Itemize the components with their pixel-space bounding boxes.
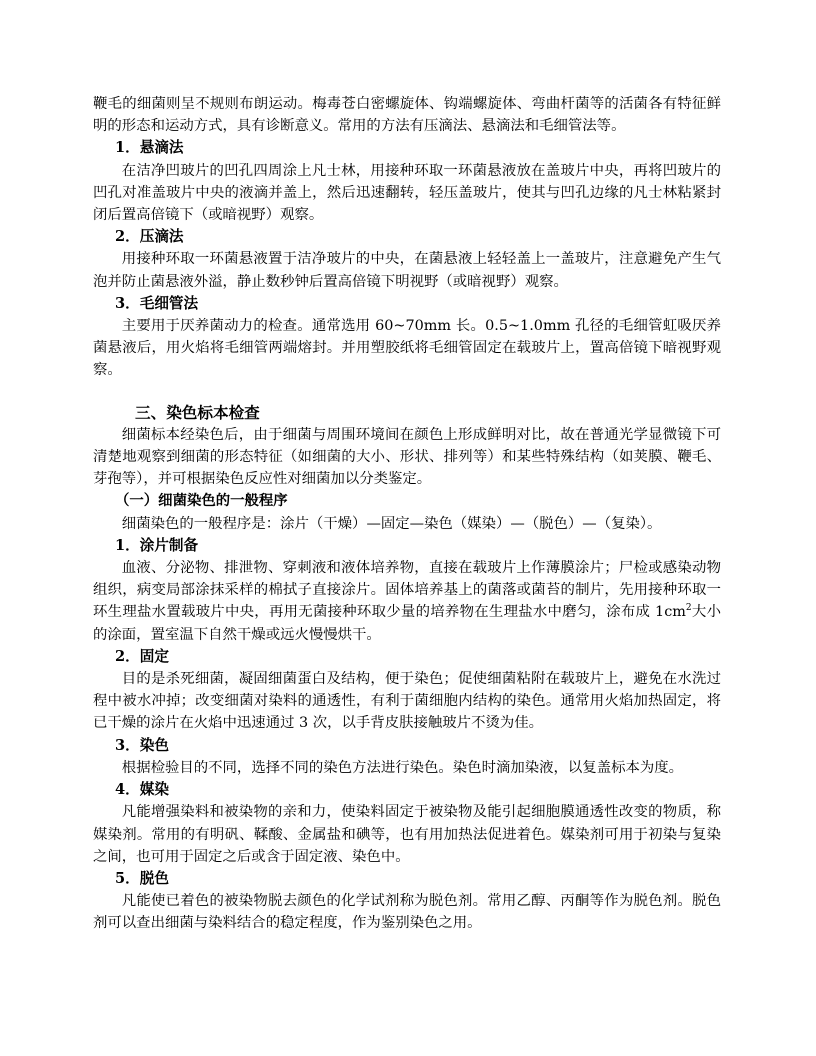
intro-paragraph: 鞭毛的细菌则呈不规则布朗运动。梅毒苍白密螺旋体、钩端螺旋体、弯曲杆菌等的活菌各有特征鲜明的形态和运动方式，具有诊断意义。常用的方法有压滴法、悬滴法和毛细管法等。 [93, 96, 721, 135]
paragraph-decolorization: 凡能使已着色的被染物脱去颜色的化学试剂称为脱色剂。常用乙醇、丙酮等作为脱色剂。脱色剂可以查出细菌与染料结合的稳定程度，作为鉴别染色之用。 [93, 893, 721, 932]
paragraph-press-drop: 用接种环取一环菌悬液置于洁净玻片的中央，在菌悬液上轻轻盖上一盖玻片，注意避免产生气泡并防止菌悬液外溢，静止数秒钟后置高倍镜下明视野（或暗视野）观察。 [93, 251, 721, 290]
heading-mordant: 4．媒染 [115, 781, 169, 799]
paragraph-general-procedure: 细菌染色的一般程序是：涂片（干燥）—固定—染色（媒染）—（脱色）—（复染）。 [121, 515, 662, 532]
paragraph-smear-preparation [93, 557, 721, 646]
section-heading-staining: 三、染色标本检查 [135, 402, 260, 422]
paragraph-staining-step: 根据检验目的不同，选择不同的染色方法进行染色。染色时滴加染液，以复盖标本为度。 [121, 759, 684, 776]
group-heading-general-procedure: （一）细菌染色的一般程序 [115, 492, 288, 510]
paragraph-hanging-drop: 在洁净凹玻片的凹孔四周涂上凡士林，用接种环取一环菌悬液放在盖玻片中央，再将凹玻片的凹孔对准盖玻片中央的液滴并盖上，然后迅速翻转，轻压盖玻片，使其与凹孔边缘的凡士林粘紧封闭后置高倍镜下（或暗视野）观察。 [93, 162, 721, 224]
paragraph-staining-intro: 细菌标本经染色后，由于细菌与周围环境间在颜色上形成鲜明对比，故在普通光学显微镜下可清楚地观察到细菌的形态特征（如细菌的大小、形状、排列等）和某些特殊结构（如荚膜、鞭毛、芽孢等），并可根据染色反应性对细菌加以分类鉴定。 [93, 426, 721, 488]
heading-fixation: 2．固定 [115, 647, 169, 665]
paragraph-mordant: 凡能增强染料和被染物的亲和力，使染料固定于被染物及能引起细胞膜通透性改变的物质，称媒染剂。常用的有明矾、鞣酸、金属盐和碘等，也有用加热法促进着色。媒染剂可用于初染与复染之间，也可用于固定之后或含于固定液、染色中。 [93, 804, 721, 865]
superscript-two: 2 [685, 603, 692, 614]
smear-text-before: 血液、分泌物、排泄物、穿刺液和液体培养物，直接在载玻片上作薄膜涂片；尸检或感染动物组织，病变局部涂抹采样的棉拭子直接涂片。固体培养基上的菌落或菌苔的制片，先用接种环取一环生理盐水置载玻片中央，再用无菌接种环取少量的培养物在生理盐水中磨匀，涂布成 1cm [93, 560, 721, 621]
paragraph-capillary: 主要用于厌养菌动力的检查。通常选用 60~70mm 长。0.5~1.0mm 孔径的毛细管虹吸厌养菌悬液后，用火焰将毛细管两端熔封。并用塑胶纸将毛细管固定在载玻片上，置高倍镜下暗视野观察。 [93, 318, 721, 379]
smear-text-after: 大小的涂面，置室温下自然干燥或远火慢慢烘干。 [93, 604, 721, 643]
heading-capillary: 3．毛细管法 [115, 294, 199, 312]
document-body [93, 93, 721, 935]
heading-smear-preparation: 1．涂片制备 [115, 536, 199, 554]
heading-staining-step: 3．染色 [115, 736, 169, 754]
heading-press-drop: 2．压滴法 [115, 228, 184, 246]
paragraph-fixation: 目的是杀死细菌，凝固细菌蛋白及结构，便于染色；促使细菌粘附在载玻片上，避免在水洗过程中被水冲掉；改变细菌对染料的通透性，有利于菌细胞内结构的染色。通常用火焰加热固定，将已干燥的涂片在火焰中迅速通过 3 次，以手背皮肤接触玻片不烫为佳。 [93, 671, 721, 732]
heading-hanging-drop: 1．悬滴法 [115, 139, 184, 157]
heading-decolorization: 5．脱色 [115, 869, 169, 887]
